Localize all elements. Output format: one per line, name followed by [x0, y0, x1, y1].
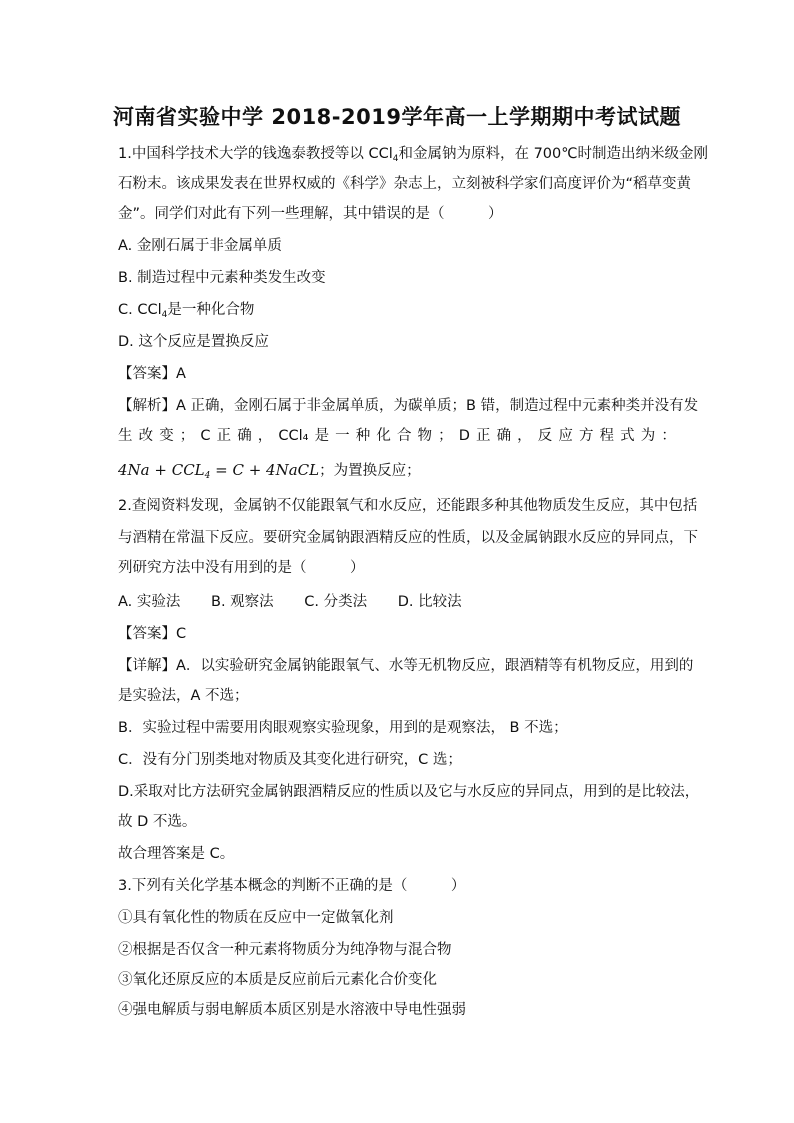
- q1-explanation-char: 为: [640, 428, 656, 444]
- q2-stem-line2: 与酒精在常温下反应。要研究金属钠跟酒精反应的性质，以及金属钠跟水反应的异同点，下: [118, 530, 698, 546]
- q1-explanation-char: ，: [517, 428, 532, 444]
- page-title: 河南省实验中学 2018-2019学年高一上学期期中考试试题: [113, 105, 681, 129]
- q1-explanation-char: 反: [537, 428, 553, 444]
- q1-answer: 【答案】A: [118, 366, 186, 382]
- q2-detail-line5: D.采取对比方法研究金属钠跟酒精反应的性质以及它与水反应的异同点，用到的是比较法，: [118, 784, 700, 800]
- q2-detail-line7: 故合理答案是 C。: [118, 846, 235, 862]
- q1-explanation-char: 是: [314, 428, 330, 444]
- q2-answer: 【答案】C: [118, 626, 187, 642]
- q2-detail-line2: 是实验法，A 不选；: [118, 688, 249, 704]
- q1-explanation-char: 化: [376, 428, 391, 444]
- q1-explanation-char: C: [200, 428, 211, 444]
- q3-statement-2: ②根据是否仅含一种元素将物质分为纯净物与混合物: [118, 942, 452, 958]
- q1-explanation-char: 确: [496, 428, 512, 444]
- q3-statement-4: ④强电解质与弱电解质本质区别是水溶液中导电性强弱: [118, 1002, 466, 1018]
- q1-explanation-char: 方: [578, 428, 594, 444]
- q1-explanation-char: 合: [396, 428, 412, 444]
- q1-explanation-char: ：: [661, 428, 676, 444]
- q1-explanation-char: 种: [355, 428, 371, 444]
- q1-stem-line1: 1.中国科学技术大学的钱逸泰教授等以 CCl$_4$和金属钠为原料，在 700℃时制造出纳米级金刚: [118, 146, 709, 164]
- q2-options: [118, 590, 488, 614]
- q1-explanation-char: 应: [558, 428, 573, 444]
- q1-explanation-char: CCl₄: [278, 428, 309, 444]
- q1-explanation-char: 变: [159, 428, 174, 444]
- q3-stem: 3.下列有关化学基本概念的判断不正确的是（ ）: [118, 878, 466, 894]
- q2-stem-line1: 2.查阅资料发现，金属钠不仅能跟氧气和水反应，还能跟多种其他物质发生反应，其中包括: [118, 498, 698, 514]
- q1-explanation-char: D: [458, 428, 470, 444]
- q1-option-b: B. 制造过程中元素种类发生改变: [118, 270, 326, 286]
- q1-stem-line2: 石粉末。该成果发表在世界权威的《科学》杂志上，立刻被科学家们高度评价为“稻草变黄: [118, 176, 692, 192]
- q1-explanation-line2: [118, 424, 676, 448]
- q1-explanation-char: 正: [475, 428, 491, 444]
- q1-explanation-char: ；: [438, 428, 453, 444]
- q2-option-b: B. 观察法: [211, 594, 274, 610]
- q2-option-c: C. 分类法: [304, 594, 368, 610]
- q2-option-d: D. 比较法: [397, 594, 462, 610]
- q2-detail-line6: 故 D 不选。: [118, 814, 197, 830]
- q3-statement-1: ①具有氧化性的物质在反应中一定做氧化剂: [118, 910, 394, 926]
- q2-detail-line1: 【详解】A．以实验研究金属钠能跟氧气、水等无机物反应，跟酒精等有机物反应，用到的: [118, 658, 694, 674]
- q1-explanation-char: 程: [599, 428, 615, 444]
- q1-explanation-char: ，: [257, 428, 273, 444]
- q1-option-d: D. 这个反应是置换反应: [118, 334, 269, 350]
- q2-detail-line3: B．实验过程中需要用肉眼观察实验现象，用到的是观察法， B 不选；: [118, 720, 568, 736]
- q2-detail-line4: C．没有分门别类地对物质及其变化进行研究，C 选；: [118, 752, 462, 768]
- q1-option-a: A. 金刚石属于非金属单质: [118, 238, 282, 254]
- q3-statement-3: ③氧化还原反应的本质是反应前后元素化合价变化: [118, 972, 437, 988]
- q2-stem-line3: 列研究方法中没有用到的是（ ）: [118, 560, 365, 576]
- q1-stem-line3: 金”。同学们对此有下列一些理解，其中错误的是（ ）: [118, 206, 503, 222]
- q1-equation: $4Na + CCL_4 = C$ + 4NaCL；为置换反应；: [118, 461, 421, 481]
- q1-explanation-char: 一: [335, 428, 350, 444]
- q1-explanation-char: 改: [138, 428, 154, 444]
- q1-explanation-line1: 【解析】A 正确，金刚石属于非金属单质，为碳单质；B 错，制造过程中元素种类并没有发: [118, 398, 699, 414]
- q1-explanation-char: 生: [118, 428, 133, 444]
- q1-explanation-char: 式: [620, 428, 635, 444]
- q1-explanation-char: 物: [417, 428, 433, 444]
- q1-explanation-char: ；: [179, 428, 195, 444]
- q1-explanation-char: 确: [237, 428, 252, 444]
- q1-explanation-char: 正: [216, 428, 232, 444]
- q1-option-c: C. CCl$_4$是一种化合物: [118, 302, 255, 320]
- q2-option-a: A. 实验法: [118, 594, 181, 610]
